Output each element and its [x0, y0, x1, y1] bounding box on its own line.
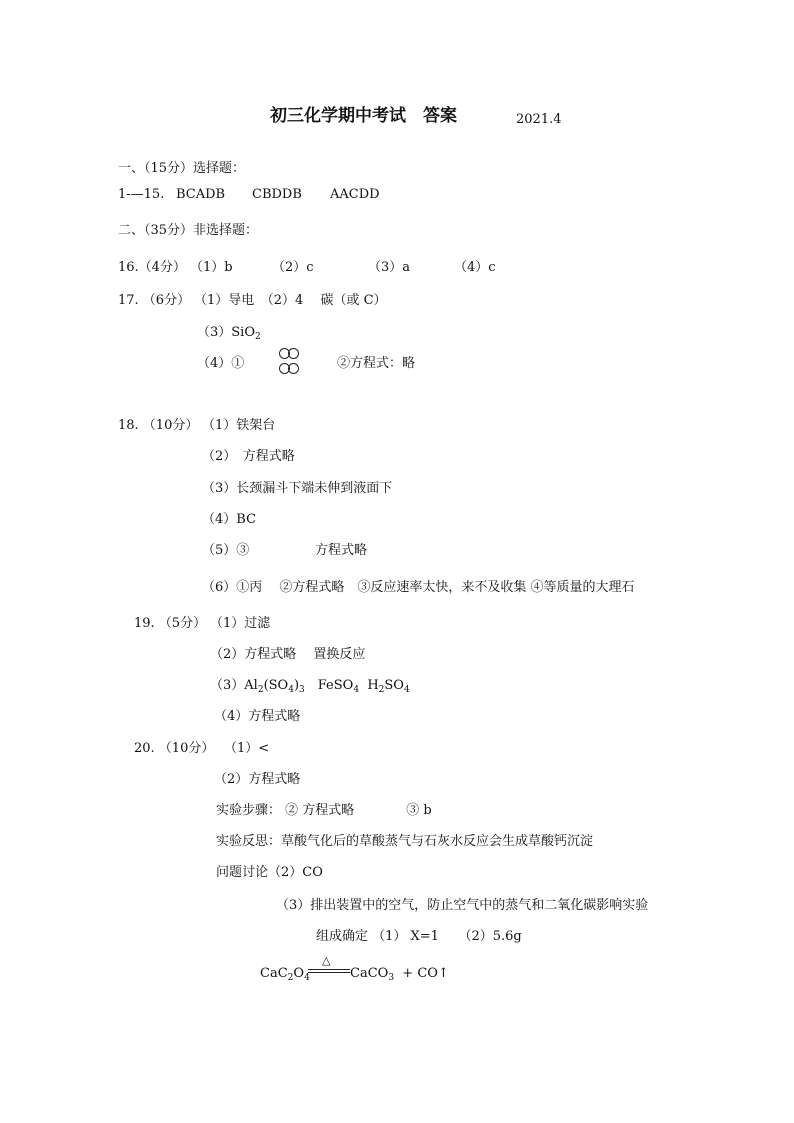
q17-line-1: （1）导电 （2）4 碳（或 C）: [194, 293, 387, 308]
equation-arrow: [308, 955, 350, 977]
mc-answers-3: AACDD: [330, 187, 380, 202]
mc-answers-1: BCADB: [176, 187, 226, 202]
q18-line-5b: 方程式略: [315, 543, 368, 558]
q19-line-4: （4）方程式略: [214, 709, 301, 724]
page-title: 初三化学期中考试 答案: [270, 106, 457, 126]
q20-line-1: （1）<: [224, 741, 270, 756]
molecule-diagram: [276, 347, 300, 377]
mc-range: 1-—15.: [118, 187, 165, 202]
part1-heading: 一、（15分）选择题：: [118, 161, 246, 176]
q16-number: 16.（4分）: [118, 260, 186, 275]
q17-number: 17. （6分）: [118, 293, 191, 308]
q19-line-1: （1）过滤: [210, 616, 271, 631]
q18-line-3: （3）长颈漏斗下端未伸到液面下: [202, 481, 393, 496]
q20-composition: 组成确定 （1） X=1 （2）5.6g: [316, 929, 522, 944]
q20-discussion-3: （3）排出装置中的空气，防止空气中的蒸气和二氧化碳影响实验: [276, 898, 649, 913]
q20-reflection: 实验反思：草酸气化后的草酸蒸气与石灰水反应会生成草酸钙沉淀: [216, 834, 594, 849]
q18-line-1: （1）铁架台: [202, 418, 276, 433]
exam-date: 2021.4: [516, 112, 562, 127]
q17-line-3b: ②方程式：略: [337, 356, 416, 371]
q18-line-4: （4）BC: [202, 512, 257, 527]
q18-number: 18. （10分）: [118, 418, 199, 433]
q20-steps: 实验步骤： ② 方程式略 ③ b: [216, 803, 432, 818]
heat-condition: △: [322, 954, 331, 967]
q19-line-3: $(3)Al_2(SO_4)_3$ FeSO$_4$ $H_2SO_4$: [210, 678, 410, 695]
q16-answer-3: （3）a: [368, 260, 411, 275]
equation-reactant: $CaC_2O_4$: [260, 966, 310, 983]
q16-answer-1: （1）b: [190, 260, 233, 275]
equation-products: CaCO$_3$ + CO↑: [350, 966, 449, 983]
q16-answer-2: （2）c: [272, 260, 314, 275]
q20-discussion: 问题讨论（2）CO: [216, 865, 323, 880]
mc-answers-2: CBDDB: [252, 187, 302, 202]
q20-number: 20. （10分）: [134, 741, 215, 756]
q17-line-3a: （4）①: [197, 356, 245, 371]
q19-line-2: （2）方程式略 置换反应: [210, 647, 366, 662]
q18-line-5a: （5）③: [202, 543, 250, 558]
q16-answer-4: （4）c: [454, 260, 496, 275]
q18-line-6: （6）①丙 ②方程式略 ③反应速率太快，来不及收集 ④等质量的大理石: [202, 580, 635, 595]
q18-line-2: （2） 方程式略: [202, 449, 295, 464]
part2-heading: 二、（35分）非选择题：: [118, 223, 259, 238]
q20-line-2: （2）方程式略: [214, 772, 301, 787]
q19-number: 19. （5分）: [134, 616, 207, 631]
q17-line-2: （3）SiO$_2$: [197, 325, 261, 342]
